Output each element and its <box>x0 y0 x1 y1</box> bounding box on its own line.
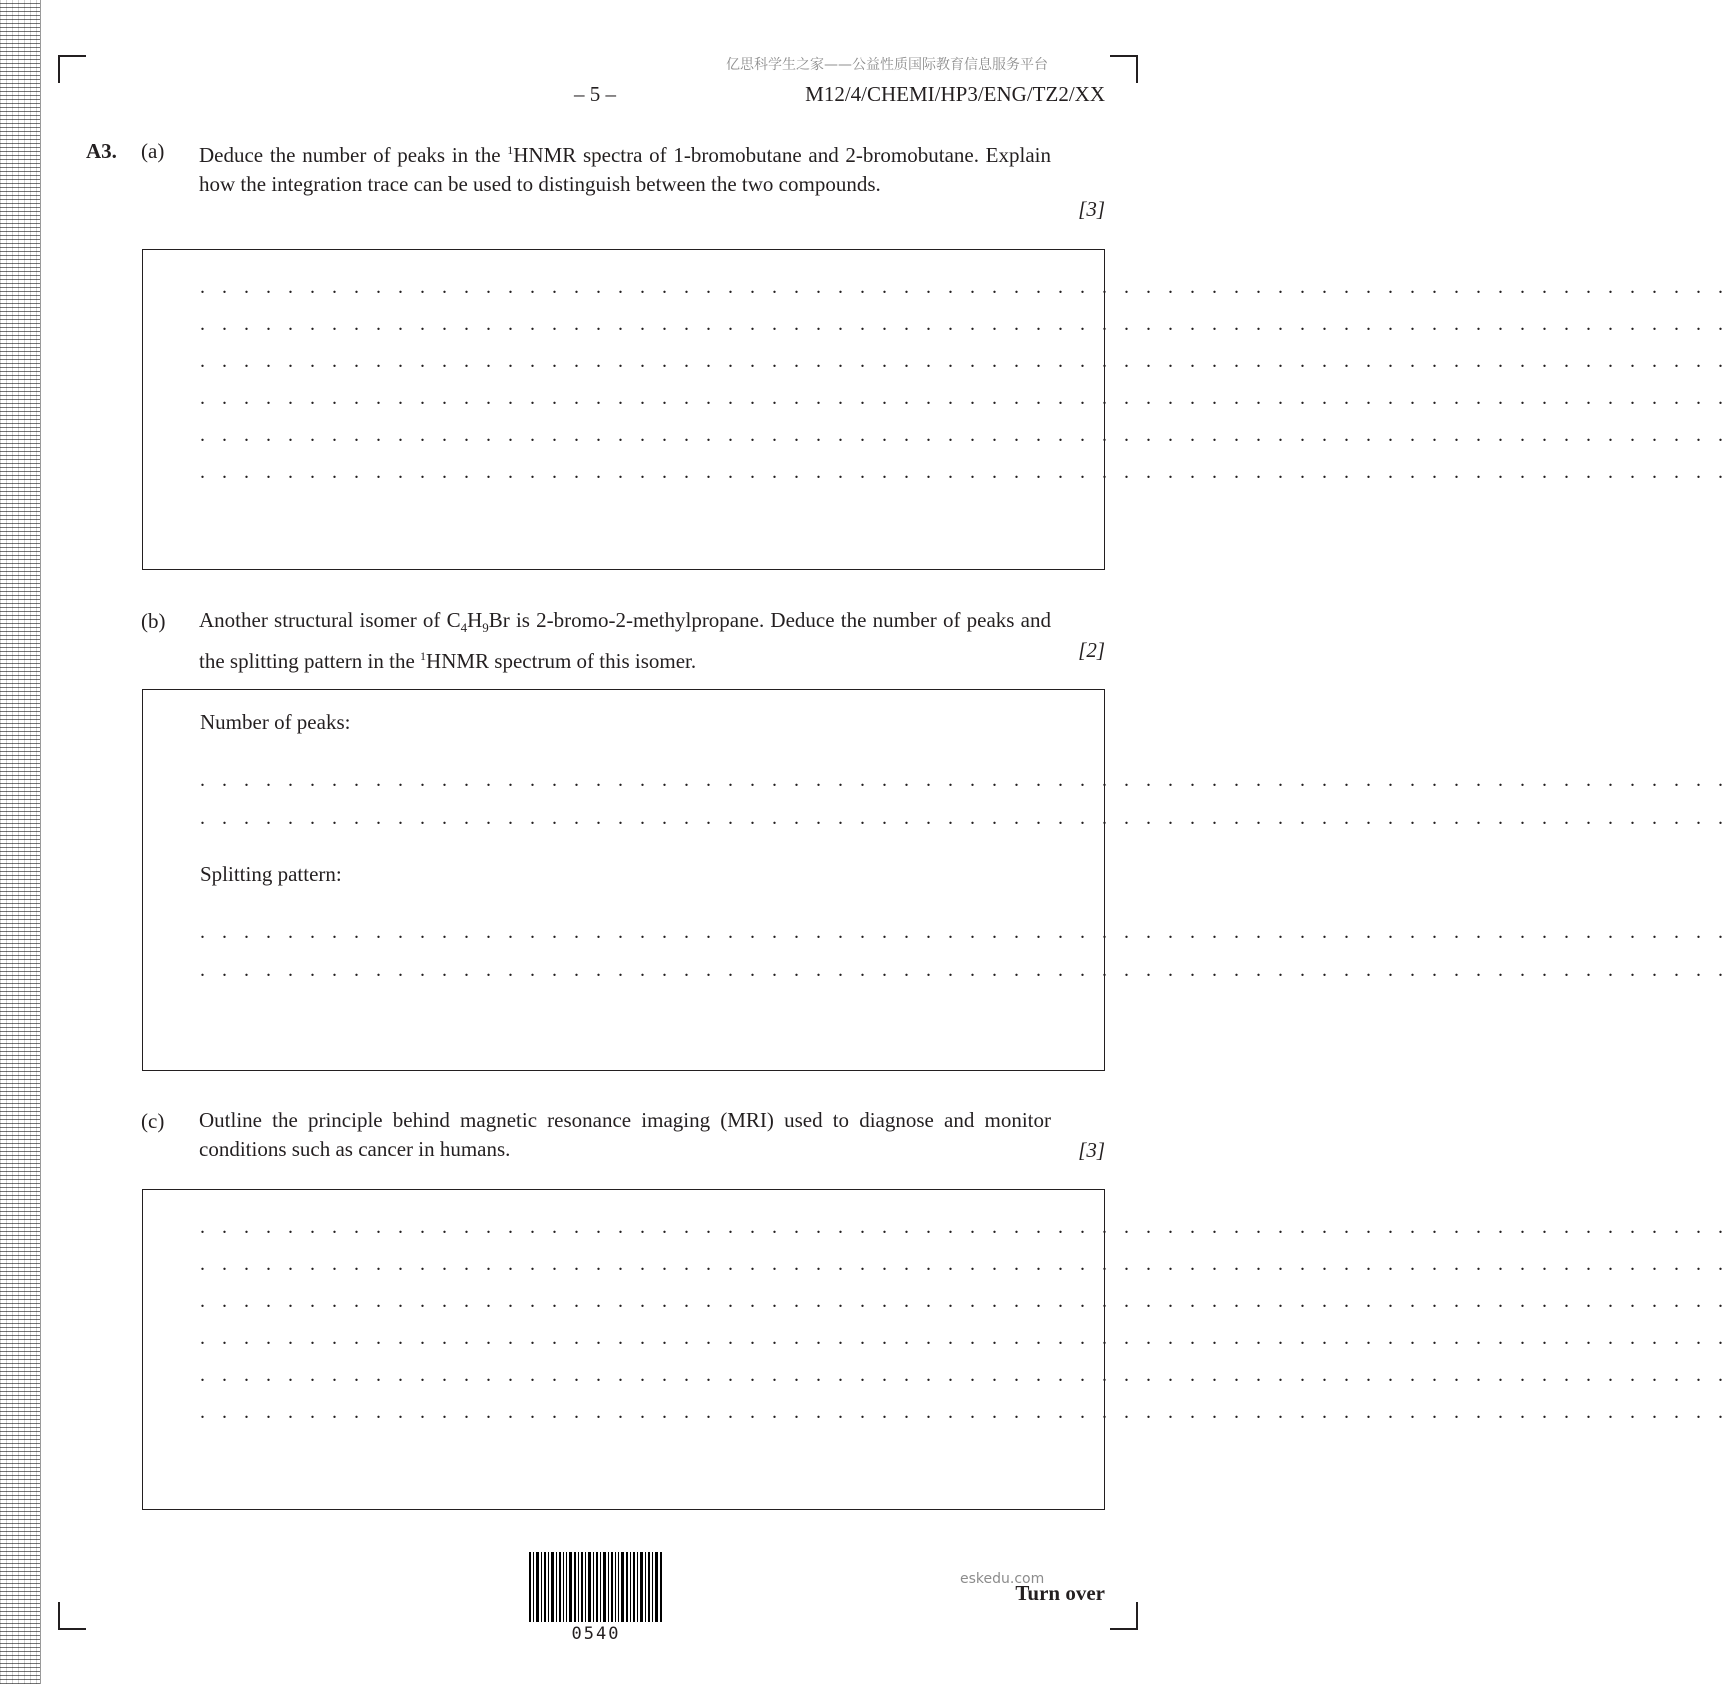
part-b-marks: [2] <box>1078 638 1105 662</box>
part-b-answer-box[interactable] <box>142 689 1729 1071</box>
answer-line[interactable]: . . . . . . . . . . . . . . . . . . . . . . . . . . . . . . . . . . . . . . . . . . . . . . . . . . . . . . . . . . . . . . . . . . . . . . <box>200 1253 1729 1275</box>
part-a-question-text <box>199 136 1051 199</box>
splitting-pattern-label: Splitting pattern: <box>200 862 342 886</box>
text-segment: Another structural isomer of C <box>199 608 461 632</box>
part-c-label: (c) <box>141 1109 165 1133</box>
header-watermark: 亿思科学生之家——公益性质国际教育信息服务平台 <box>726 57 1048 73</box>
text-segment: HNMR spectra of 1-bromobutane and 2-bromobutane. Explain how the integration trace can be used to distinguish between the two compounds. <box>199 143 1051 196</box>
crop-mark-bottom-left <box>58 1602 86 1630</box>
part-a-answer-box[interactable] <box>142 249 1729 570</box>
part-c-answer-box[interactable] <box>142 1189 1729 1510</box>
page-number: – 5 – <box>574 82 616 106</box>
answer-line[interactable]: . . . . . . . . . . . . . . . . . . . . . . . . . . . . . . . . . . . . . . . . . . . . . . . . . . . . . . . . . . . . . . . . . . . . . . <box>200 1216 1729 1238</box>
part-b-question-text <box>199 606 1051 676</box>
part-a-marks: [3] <box>1078 197 1105 221</box>
page-margin-pattern <box>0 0 41 1684</box>
number-of-peaks-label: Number of peaks: <box>200 710 351 734</box>
part-b-label: (b) <box>141 609 166 633</box>
answer-line[interactable]: . . . . . . . . . . . . . . . . . . . . . . . . . . . . . . . . . . . . . . . . . . . . . . . . . . . . . . . . . . . . . . . . . . . . . . <box>200 769 1729 791</box>
part-c-question-text: Outline the principle behind magnetic resonance imaging (MRI) used to diagnose and monitor conditions such as cancer in humans. <box>199 1108 1051 1161</box>
paper-code: M12/4/CHEMI/HP3/ENG/TZ2/XX <box>805 82 1105 106</box>
text-segment: H <box>467 608 483 632</box>
answer-line[interactable]: . . . . . . . . . . . . . . . . . . . . . . . . . . . . . . . . . . . . . . . . . . . . . . . . . . . . . . . . . . . . . . . . . . . . . . <box>200 313 1729 335</box>
answer-line[interactable]: . . . . . . . . . . . . . . . . . . . . . . . . . . . . . . . . . . . . . . . . . . . . . . . . . . . . . . . . . . . . . . . . . . . . . . <box>200 276 1729 298</box>
text-segment: HNMR spectrum of this isomer. <box>426 649 697 674</box>
barcode-number: 0540 <box>571 1624 621 1644</box>
answer-line[interactable]: . . . . . . . . . . . . . . . . . . . . . . . . . . . . . . . . . . . . . . . . . . . . . . . . . . . . . . . . . . . . . . . . . . . . . . <box>200 959 1729 981</box>
subscript: 9 <box>482 620 489 636</box>
answer-line[interactable]: . . . . . . . . . . . . . . . . . . . . . . . . . . . . . . . . . . . . . . . . . . . . . . . . . . . . . . . . . . . . . . . . . . . . . . <box>200 807 1729 829</box>
answer-line[interactable]: . . . . . . . . . . . . . . . . . . . . . . . . . . . . . . . . . . . . . . . . . . . . . . . . . . . . . . . . . . . . . . . . . . . . . . <box>200 921 1729 943</box>
answer-line[interactable]: . . . . . . . . . . . . . . . . . . . . . . . . . . . . . . . . . . . . . . . . . . . . . . . . . . . . . . . . . . . . . . . . . . . . . . <box>200 461 1729 483</box>
footer-watermark: eskedu.com <box>960 1571 1045 1587</box>
answer-line[interactable]: . . . . . . . . . . . . . . . . . . . . . . . . . . . . . . . . . . . . . . . . . . . . . . . . . . . . . . . . . . . . . . . . . . . . . . <box>200 424 1729 446</box>
text-segment: Br is 2-bromo-2-methylpropane. Deduce the number of peaks and the splitting pattern in the <box>199 608 1051 674</box>
answer-line[interactable]: . . . . . . . . . . . . . . . . . . . . . . . . . . . . . . . . . . . . . . . . . . . . . . . . . . . . . . . . . . . . . . . . . . . . . . <box>200 1327 1729 1349</box>
question-number: A3. <box>86 139 117 163</box>
superscript: 1 <box>420 649 427 664</box>
answer-line[interactable]: . . . . . . . . . . . . . . . . . . . . . . . . . . . . . . . . . . . . . . . . . . . . . . . . . . . . . . . . . . . . . . . . . . . . . . <box>200 387 1729 409</box>
answer-line[interactable]: . . . . . . . . . . . . . . . . . . . . . . . . . . . . . . . . . . . . . . . . . . . . . . . . . . . . . . . . . . . . . . . . . . . . . . <box>200 1290 1729 1312</box>
superscript: 1 <box>507 143 514 157</box>
answer-line[interactable]: . . . . . . . . . . . . . . . . . . . . . . . . . . . . . . . . . . . . . . . . . . . . . . . . . . . . . . . . . . . . . . . . . . . . . . <box>200 1364 1729 1386</box>
text-segment: Deduce the number of peaks in the <box>199 143 508 167</box>
part-c-marks: [3] <box>1078 1138 1105 1162</box>
crop-mark-top-left <box>58 55 86 83</box>
crop-mark-bottom-right <box>1110 1602 1138 1630</box>
answer-line[interactable]: . . . . . . . . . . . . . . . . . . . . . . . . . . . . . . . . . . . . . . . . . . . . . . . . . . . . . . . . . . . . . . . . . . . . . . <box>200 350 1729 372</box>
answer-line[interactable]: . . . . . . . . . . . . . . . . . . . . . . . . . . . . . . . . . . . . . . . . . . . . . . . . . . . . . . . . . . . . . . . . . . . . . . <box>200 1401 1729 1423</box>
barcode <box>529 1552 663 1622</box>
turn-over-label: Turn over <box>1015 1581 1105 1605</box>
crop-mark-top-right <box>1110 55 1138 83</box>
subscript: 4 <box>460 620 468 636</box>
part-a-label: (a) <box>141 139 165 163</box>
